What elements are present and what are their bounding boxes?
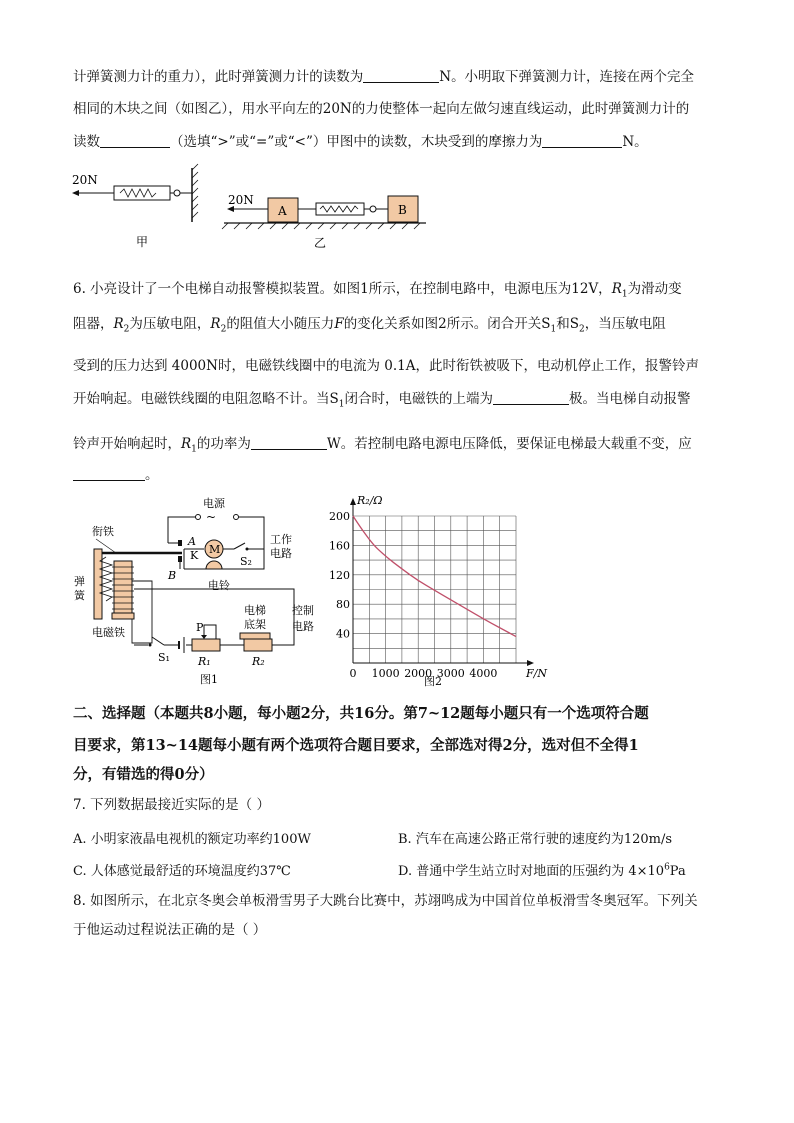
q5-line3-text-c: N。 — [622, 134, 648, 150]
fig1-terminal-left — [196, 515, 201, 520]
fig1-work-label-2: 电路 — [270, 547, 292, 560]
fig1-armature-label: 衔铁 — [92, 525, 114, 538]
q6-l4-text-a: 开始响起。电磁铁线圈的电阻忽略不计。当 — [73, 391, 330, 407]
q5-answer-blank-2[interactable] — [100, 133, 170, 148]
fig1-magnet-label: 电磁铁 — [92, 626, 125, 639]
q6-l2-s2-sub: 2 — [579, 324, 585, 335]
q6-l2-s1: S — [541, 316, 551, 332]
q6-l2-r-sub-again: 2 — [220, 324, 227, 335]
fig1-r2-label: R₂ — [252, 655, 265, 668]
q6-l5-text-a: 铃声开始响起时， — [73, 436, 181, 452]
q7-option-a[interactable]: A. 小明家液晶电视机的额定功率约100W — [73, 832, 311, 847]
q7-option-d-text: D. 普通中学生站立时对地面的压强约为 4×10 — [398, 864, 665, 879]
chart-y-tick-label: 80 — [336, 598, 350, 612]
q6-l2-text-g: ，当压敏电阻 — [584, 316, 666, 332]
q7-stem: 7. 下列数据最接近实际的是（ ） — [73, 797, 270, 813]
q6-l2-text-c: 的阻值大小随压力 — [226, 316, 335, 332]
q6-line2 — [73, 316, 723, 335]
figure-2-chart — [326, 494, 547, 691]
fig1-r1-label: R₁ — [198, 655, 211, 668]
q6-l2-f: F — [334, 316, 344, 332]
q6-l5-text-b: 的功率为 — [196, 436, 251, 452]
chart-caption: 图2 — [424, 675, 442, 688]
q6-l4-text-b: 闭合时，电磁铁的上端为 — [344, 391, 493, 407]
q7-option-b[interactable]: B. 汽车在高速公路正常行驶的速度约为120m/s — [398, 832, 673, 847]
chart-y-tick-label: 200 — [329, 510, 350, 523]
q5-line3-text-b: （选填“>”或“=”或“<”）甲图中的读数，木块受到的摩擦力为 — [170, 134, 543, 150]
fig1-spring-label-1: 弹 — [74, 575, 85, 588]
figure-1-circuit — [72, 493, 334, 689]
fig1-p-label: P — [196, 621, 204, 634]
q6-l2-r: R — [113, 316, 124, 332]
fig1-s2-label: S₂ — [240, 555, 252, 568]
section2-line1: 二、选择题（本题共8小题，每小题2分，共16分。第7~12题每小题只有一个选项符合题 — [73, 705, 649, 722]
q6-l2-text-b: 为压敏电阻， — [129, 316, 211, 332]
yi-caption: 乙 — [314, 236, 327, 250]
fig1-frame-label-2: 底架 — [244, 618, 266, 631]
figure-jia — [68, 162, 208, 252]
q6-line5 — [73, 435, 723, 455]
section2-line2: 目要求，第13~14题每小题有两个选项符合题目要求，全部选对得2分，选对但不全得1 — [73, 737, 639, 754]
fig1-s1-label: S₁ — [158, 651, 170, 664]
q6-line3: 受到的压力达到 4000N时，电磁铁线圈中的电流为 0.1A，此时衔铁被吸下，电动机停止工作，报警铃声 — [73, 358, 699, 374]
figure-yi — [220, 188, 430, 252]
yi-force-label: 20N — [228, 193, 254, 207]
chart-x-tick-label: 2000 — [404, 667, 433, 680]
fig1-bell-label: 电铃 — [208, 579, 230, 592]
q6-l5-text-c: W。若控制电路电源电压降低，要保证电梯最大载重不变，应 — [326, 436, 692, 452]
q5-line1-text-b: N。小明取下弹簧测力计，连接在两个完全 — [439, 69, 695, 85]
q7-option-c[interactable]: C. 人体感觉最舒适的环境温度约37℃ — [73, 864, 291, 879]
fig1-bell — [206, 561, 222, 569]
fig1-r1 — [192, 639, 220, 651]
fig1-ctrl-label-1: 控制 — [292, 604, 314, 617]
q8-line1: 8. 如图所示，在北京冬奥会单板滑雪男子大跳台比赛中，苏翊鸣成为中国首位单板滑雪冬奥冠军。下列关 — [73, 893, 698, 909]
block-b-label: B — [398, 203, 407, 217]
fig1-slider-arrow — [201, 635, 207, 639]
fig1-switch-s2 — [234, 543, 245, 549]
fig1-spring-label-2: 簧 — [74, 589, 85, 602]
fig1-r2 — [244, 639, 272, 651]
yi-spring-scale — [316, 203, 364, 215]
q6-l2-s1-sub: 1 — [550, 324, 557, 335]
q6-answer-blank-1[interactable] — [493, 390, 569, 405]
fig1-caption: 图1 — [200, 673, 218, 686]
chart-labels — [329, 494, 547, 688]
fig1-switch-s1 — [152, 637, 164, 645]
q6-answer-blank-2[interactable] — [251, 435, 327, 450]
chart-x-axis-label: F/N — [526, 667, 547, 680]
fig1-k-label: K — [190, 549, 199, 562]
chart-y-tick-label: 120 — [329, 568, 350, 582]
q6-l4-s1: S — [329, 391, 339, 407]
q5-line3 — [73, 133, 723, 150]
q6-l2-text-a: 阻器， — [73, 316, 114, 332]
q6-line1 — [73, 281, 723, 300]
chart-y-axis-arrow — [350, 498, 356, 505]
chart-y-tick-label: 160 — [329, 539, 350, 553]
fig1-ctrl-label-2: 电路 — [292, 620, 314, 633]
q6-l2-text-e: 和 — [556, 316, 570, 332]
section2-line3: 分，有错选的得0分） — [73, 766, 214, 783]
chart-x-tick-label: 4000 — [469, 667, 498, 680]
q6-line4 — [73, 390, 723, 410]
jia-force-label: 20N — [72, 173, 98, 187]
q6-l1-r: R — [611, 281, 622, 297]
q6-l6-text: 。 — [145, 467, 159, 483]
q6-l5-r: R — [181, 436, 192, 452]
fig1-ac-symbol: ~ — [206, 510, 217, 524]
chart-x-tick-label: 0 — [349, 667, 357, 680]
q6-l1-r-sub: 1 — [621, 289, 628, 300]
q6-l4-text-c: 极。当电梯自动报警 — [568, 391, 691, 407]
q5-line2: 相同的木块之间（如图乙），用水平向左的20N的力使整体一起向左做匀速直线运动，此时弹簧测力计的 — [73, 101, 690, 117]
q6-l1-text-a: 6. 小亮设计了一个电梯自动报警模拟装置。如图1所示，在控制电路中，电源电压为12V， — [73, 281, 612, 297]
q5-line3-text-a: 读数 — [73, 134, 100, 150]
q7-option-d-unit: Pa — [669, 864, 686, 879]
chart-axes — [350, 498, 534, 666]
q5-line1-text-a: 计弹簧测力计的重力），此时弹簧测力计的读数为 — [73, 69, 364, 85]
q6-l4-s1-sub: 1 — [338, 399, 345, 410]
fig1-pivot-post — [94, 549, 102, 619]
jia-arrow-head — [72, 190, 79, 196]
fig1-b-label: B — [168, 569, 177, 582]
q6-l2-s2: S — [569, 316, 580, 332]
q6-answer-blank-3[interactable] — [73, 466, 145, 481]
q5-line1 — [73, 68, 723, 85]
chart-y-tick-label: 40 — [336, 627, 350, 641]
q6-l5-r-sub: 1 — [191, 444, 197, 455]
block-a-label: A — [278, 204, 287, 218]
chart-x-tick-label: 1000 — [371, 667, 400, 680]
fig1-power-label: 电源 — [203, 497, 225, 510]
q6-l2-r-sub: 2 — [123, 324, 130, 335]
fig1-motor-label: M — [209, 543, 221, 556]
fig1-terminal-right — [234, 515, 239, 520]
fig1-work-label-1: 工作 — [270, 533, 292, 546]
q5-answer-blank-3[interactable] — [542, 133, 622, 148]
q7-option-d-exponent: 6 — [664, 862, 670, 873]
fig1-electromagnet — [114, 561, 132, 613]
q6-l2-text-d: 的变化关系如图2所示。闭合开关 — [343, 316, 542, 332]
q6-l2-r-again: R — [210, 316, 221, 332]
q6-line6 — [73, 466, 723, 483]
q5-answer-blank-1[interactable] — [363, 68, 439, 83]
chart-x-axis-arrow — [527, 660, 534, 666]
fig1-frame-label-1: 电梯 — [244, 604, 266, 617]
q6-l1-text-b: 为滑动变 — [627, 281, 682, 297]
chart-x-tick-label: 3000 — [436, 667, 465, 680]
q8-line2: 于他运动过程说法正确的是（ ） — [73, 922, 267, 938]
fig1-a-label: A — [188, 535, 196, 548]
jia-caption: 甲 — [136, 235, 149, 249]
chart-y-axis-label: R₂/Ω — [357, 494, 383, 507]
q7-option-d[interactable] — [398, 860, 686, 879]
